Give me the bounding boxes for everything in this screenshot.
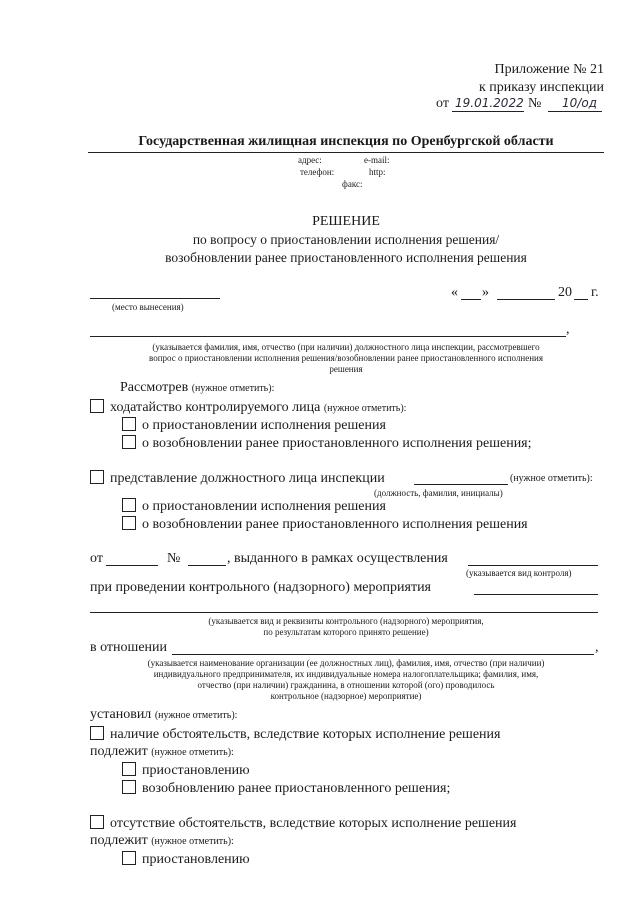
appendix-order: к приказу инспекции bbox=[478, 80, 604, 95]
absence-suspend-text: приостановлению bbox=[142, 852, 250, 867]
presence-line-2 bbox=[90, 744, 234, 760]
presence-suspend-option bbox=[122, 762, 250, 779]
considered-note: (нужное отметить): bbox=[191, 383, 275, 394]
petition-resume-option bbox=[122, 435, 532, 452]
presence-subject: подлежит bbox=[90, 744, 148, 759]
email-label: e-mail: bbox=[364, 155, 390, 165]
document-subtitle-2: возобновлении ранее приостановленного исполнения решения bbox=[165, 250, 527, 265]
event-caption-2: по результатам которого принято решение) bbox=[263, 627, 429, 637]
issued-text: , выданного в рамках осуществления bbox=[227, 551, 448, 566]
presence-note: (нужное отметить): bbox=[151, 747, 234, 758]
petition-suspend-checkbox[interactable] bbox=[122, 417, 136, 431]
appendix-date: 19.01.2022 bbox=[455, 96, 524, 110]
presence-resume-option bbox=[122, 780, 450, 797]
submission-checkbox[interactable] bbox=[90, 470, 104, 484]
official-caption-1: (указывается фамилия, имя, отчество (при наличии) должностного лица инспекции, рассмотревшего bbox=[152, 342, 540, 352]
presence-text: наличие обстоятельств, вследствие которых исполнение решения bbox=[110, 727, 501, 742]
regarding-caption-4: контрольное (надзорное) мероприятие) bbox=[270, 691, 422, 701]
address-label: адрес: bbox=[298, 155, 322, 165]
phone-label: телефон: bbox=[300, 167, 335, 177]
appendix-from-label: от bbox=[436, 96, 449, 111]
established-line bbox=[90, 707, 237, 723]
submission-option bbox=[90, 470, 385, 487]
place-caption: (место вынесения) bbox=[112, 302, 184, 312]
absence-checkbox[interactable] bbox=[90, 815, 104, 829]
considered-text: Рассмотрев bbox=[120, 380, 189, 395]
year-prefix: 20 bbox=[558, 285, 572, 300]
http-label: http: bbox=[369, 167, 386, 177]
absence-option bbox=[90, 815, 600, 832]
date-close-quote: » bbox=[482, 285, 489, 300]
document-subtitle-1: по вопросу о приостановлении исполнения решения/ bbox=[192, 232, 500, 247]
regarding-comma: , bbox=[595, 640, 599, 655]
appendix-number: 10/од bbox=[562, 96, 597, 110]
petition-option bbox=[90, 399, 406, 416]
submission-text: представление должностного лица инспекции bbox=[110, 471, 385, 486]
issued-number-label: № bbox=[167, 551, 181, 566]
petition-resume-text: о возобновлении ранее приостановленного исполнения решения; bbox=[142, 436, 532, 451]
established-note: (нужное отметить): bbox=[154, 710, 238, 721]
absence-text: отсутствие обстоятельств, вследствие которых исполнение решения bbox=[110, 816, 517, 831]
petition-suspend-option bbox=[122, 417, 386, 434]
petition-note: (нужное отметить): bbox=[323, 403, 407, 414]
absence-line-2 bbox=[90, 833, 234, 849]
regarding-caption-2: индивидуального предпринимателя, их индивидуальные номера налогоплательщика; фамилия, имя, bbox=[153, 669, 539, 679]
presence-resume-text: возобновлению ранее приостановленного решения; bbox=[142, 781, 451, 796]
event-caption-1: (указывается вид и реквизиты контрольного (надзорного) мероприятия, bbox=[208, 616, 484, 626]
established-text: установил bbox=[90, 707, 152, 722]
year-suffix: г. bbox=[591, 285, 599, 300]
regarding-caption-1: (указывается наименование организации (ее должностных лиц), фамилия, имя, отчество (при наличии) bbox=[147, 658, 545, 668]
presence-option bbox=[90, 726, 600, 743]
petition-resume-checkbox[interactable] bbox=[122, 435, 136, 449]
submission-resume-text: о возобновлении ранее приостановленного исполнения решения bbox=[142, 517, 528, 532]
petition-suspend-text: о приостановлении исполнения решения bbox=[142, 418, 386, 433]
absence-suspend-checkbox[interactable] bbox=[122, 851, 136, 865]
absence-subject: подлежит bbox=[90, 833, 148, 848]
official-caption-3: решения bbox=[329, 364, 363, 374]
issued-from: от bbox=[90, 551, 103, 566]
absence-note: (нужное отметить): bbox=[151, 836, 234, 847]
absence-suspend-option bbox=[122, 851, 250, 868]
submission-note: (нужное отметить): bbox=[510, 473, 593, 484]
submission-resume-checkbox[interactable] bbox=[122, 516, 136, 530]
appendix-number-label: № bbox=[528, 96, 542, 111]
org-name: Государственная жилищная инспекция по Оренбургской области bbox=[138, 134, 554, 149]
submission-resume-option bbox=[122, 516, 528, 533]
submission-suspend-text: о приостановлении исполнения решения bbox=[142, 499, 386, 514]
presence-suspend-text: приостановлению bbox=[142, 763, 250, 778]
fax-label: факс: bbox=[342, 179, 363, 189]
control-type-caption: (указывается вид контроля) bbox=[466, 568, 572, 578]
issued-during: при проведении контрольного (надзорного) мероприятия bbox=[90, 580, 431, 595]
regarding-text: в отношении bbox=[90, 640, 168, 655]
official-caption-2: вопрос о приостановлении исполнения решения/возобновлении ранее приостановленного исполнения bbox=[149, 353, 543, 363]
date-open-quote: « bbox=[451, 285, 458, 300]
appendix-title: Приложение № 21 bbox=[494, 62, 604, 77]
submission-suspend-option bbox=[122, 498, 386, 515]
submission-caption: (должность, фамилия, инициалы) bbox=[374, 488, 503, 498]
submission-suspend-checkbox[interactable] bbox=[122, 498, 136, 512]
considered-line bbox=[120, 380, 274, 396]
presence-suspend-checkbox[interactable] bbox=[122, 762, 136, 776]
presence-checkbox[interactable] bbox=[90, 726, 104, 740]
regarding-caption-3: отчество (при наличии) гражданина, в отношении которой (ого) проводилось bbox=[197, 680, 495, 690]
petition-checkbox[interactable] bbox=[90, 399, 104, 413]
presence-resume-checkbox[interactable] bbox=[122, 780, 136, 794]
petition-text: ходатайство контролируемого лица bbox=[110, 400, 321, 415]
official-comma: , bbox=[566, 322, 570, 337]
document-title: РЕШЕНИЕ bbox=[312, 214, 380, 229]
